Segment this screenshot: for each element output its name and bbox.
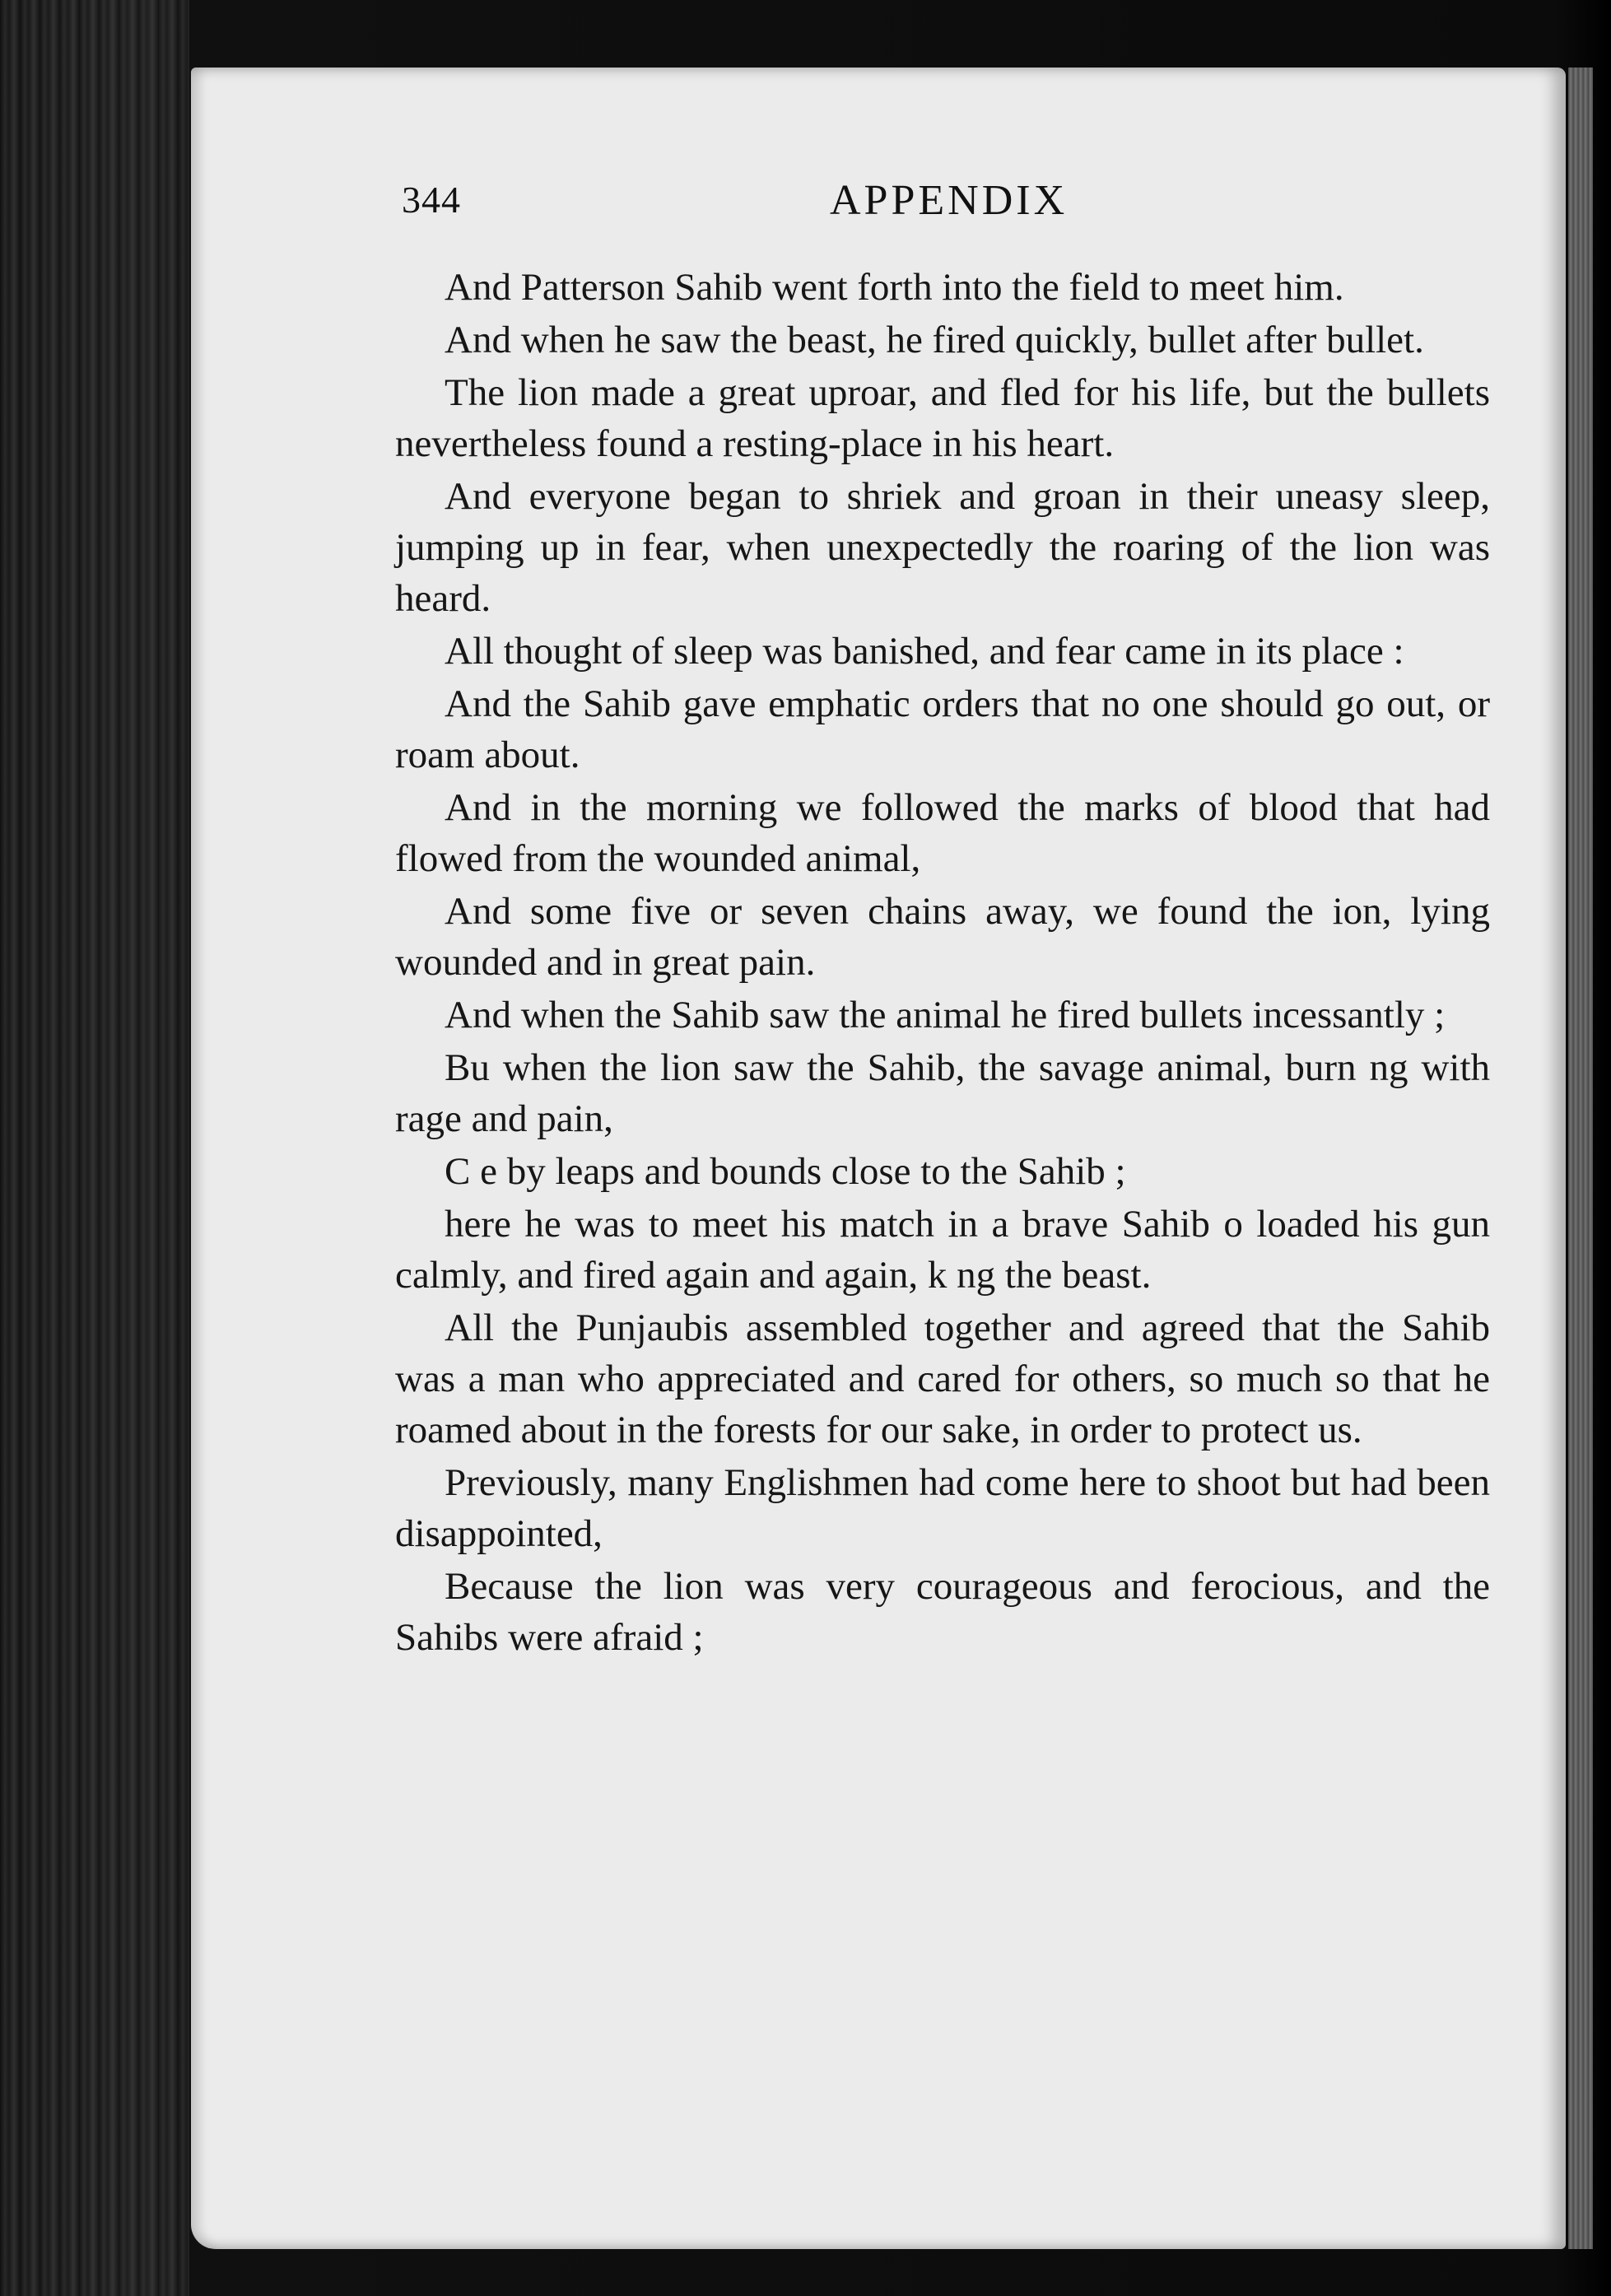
running-head: APPENDIX	[830, 177, 1069, 224]
page-number: 344	[402, 179, 461, 221]
paragraph: And in the morning we followed the marks of blood that had flowed from the wounded animal,	[395, 786, 1490, 880]
paragraph: The lion made a great uproar, and fled for his life, but the bullets nevertheless found a resting-place in his heart.	[395, 371, 1490, 465]
paragraph: And Patterson Sahib went forth into the field to meet him.	[445, 266, 1344, 309]
page-edge	[1568, 68, 1593, 2249]
paragraph: Because the lion was very courageous and ferocious, and the Sahibs were afraid ;	[395, 1565, 1490, 1659]
paragraph: And everyone began to shriek and groan in their uneasy sleep, jumping up in fear, when unexpectedly the roaring of the lion was heard.	[395, 475, 1490, 620]
paragraph: And when the Sahib saw the animal he fired bullets incessantly ;	[445, 994, 1446, 1036]
paragraph: All the Punjaubis assembled together and agreed that the Sahib was a man who appreciated and cared for others, so much so that he roamed about in the forests for our sake, in order to protect us.	[395, 1306, 1490, 1451]
paragraph: Previously, many Englishmen had come here to shoot but had been disappointed,	[395, 1461, 1490, 1555]
paragraph: C e by leaps and bounds close to the Sahib ;	[445, 1150, 1126, 1193]
page-header	[402, 173, 1085, 239]
paragraph: And the Sahib gave emphatic orders that no one should go out, or roam about.	[395, 682, 1490, 776]
book-spine	[0, 0, 189, 2296]
paragraph: And when he saw the beast, he fired quickly, bullet after bullet.	[445, 319, 1424, 361]
paragraph: All thought of sleep was banished, and fear came in its place :	[445, 630, 1404, 673]
body-text	[395, 262, 1490, 1665]
paragraph: And some five or seven chains away, we found the ion, lying wounded and in great pain.	[395, 890, 1490, 984]
paragraph: Bu when the lion saw the Sahib, the savage animal, burn ng with rage and pain,	[395, 1046, 1490, 1140]
paragraph: here he was to meet his match in a brave Sahib o loaded his gun calmly, and fired again and again, k ng the beast.	[395, 1203, 1490, 1297]
